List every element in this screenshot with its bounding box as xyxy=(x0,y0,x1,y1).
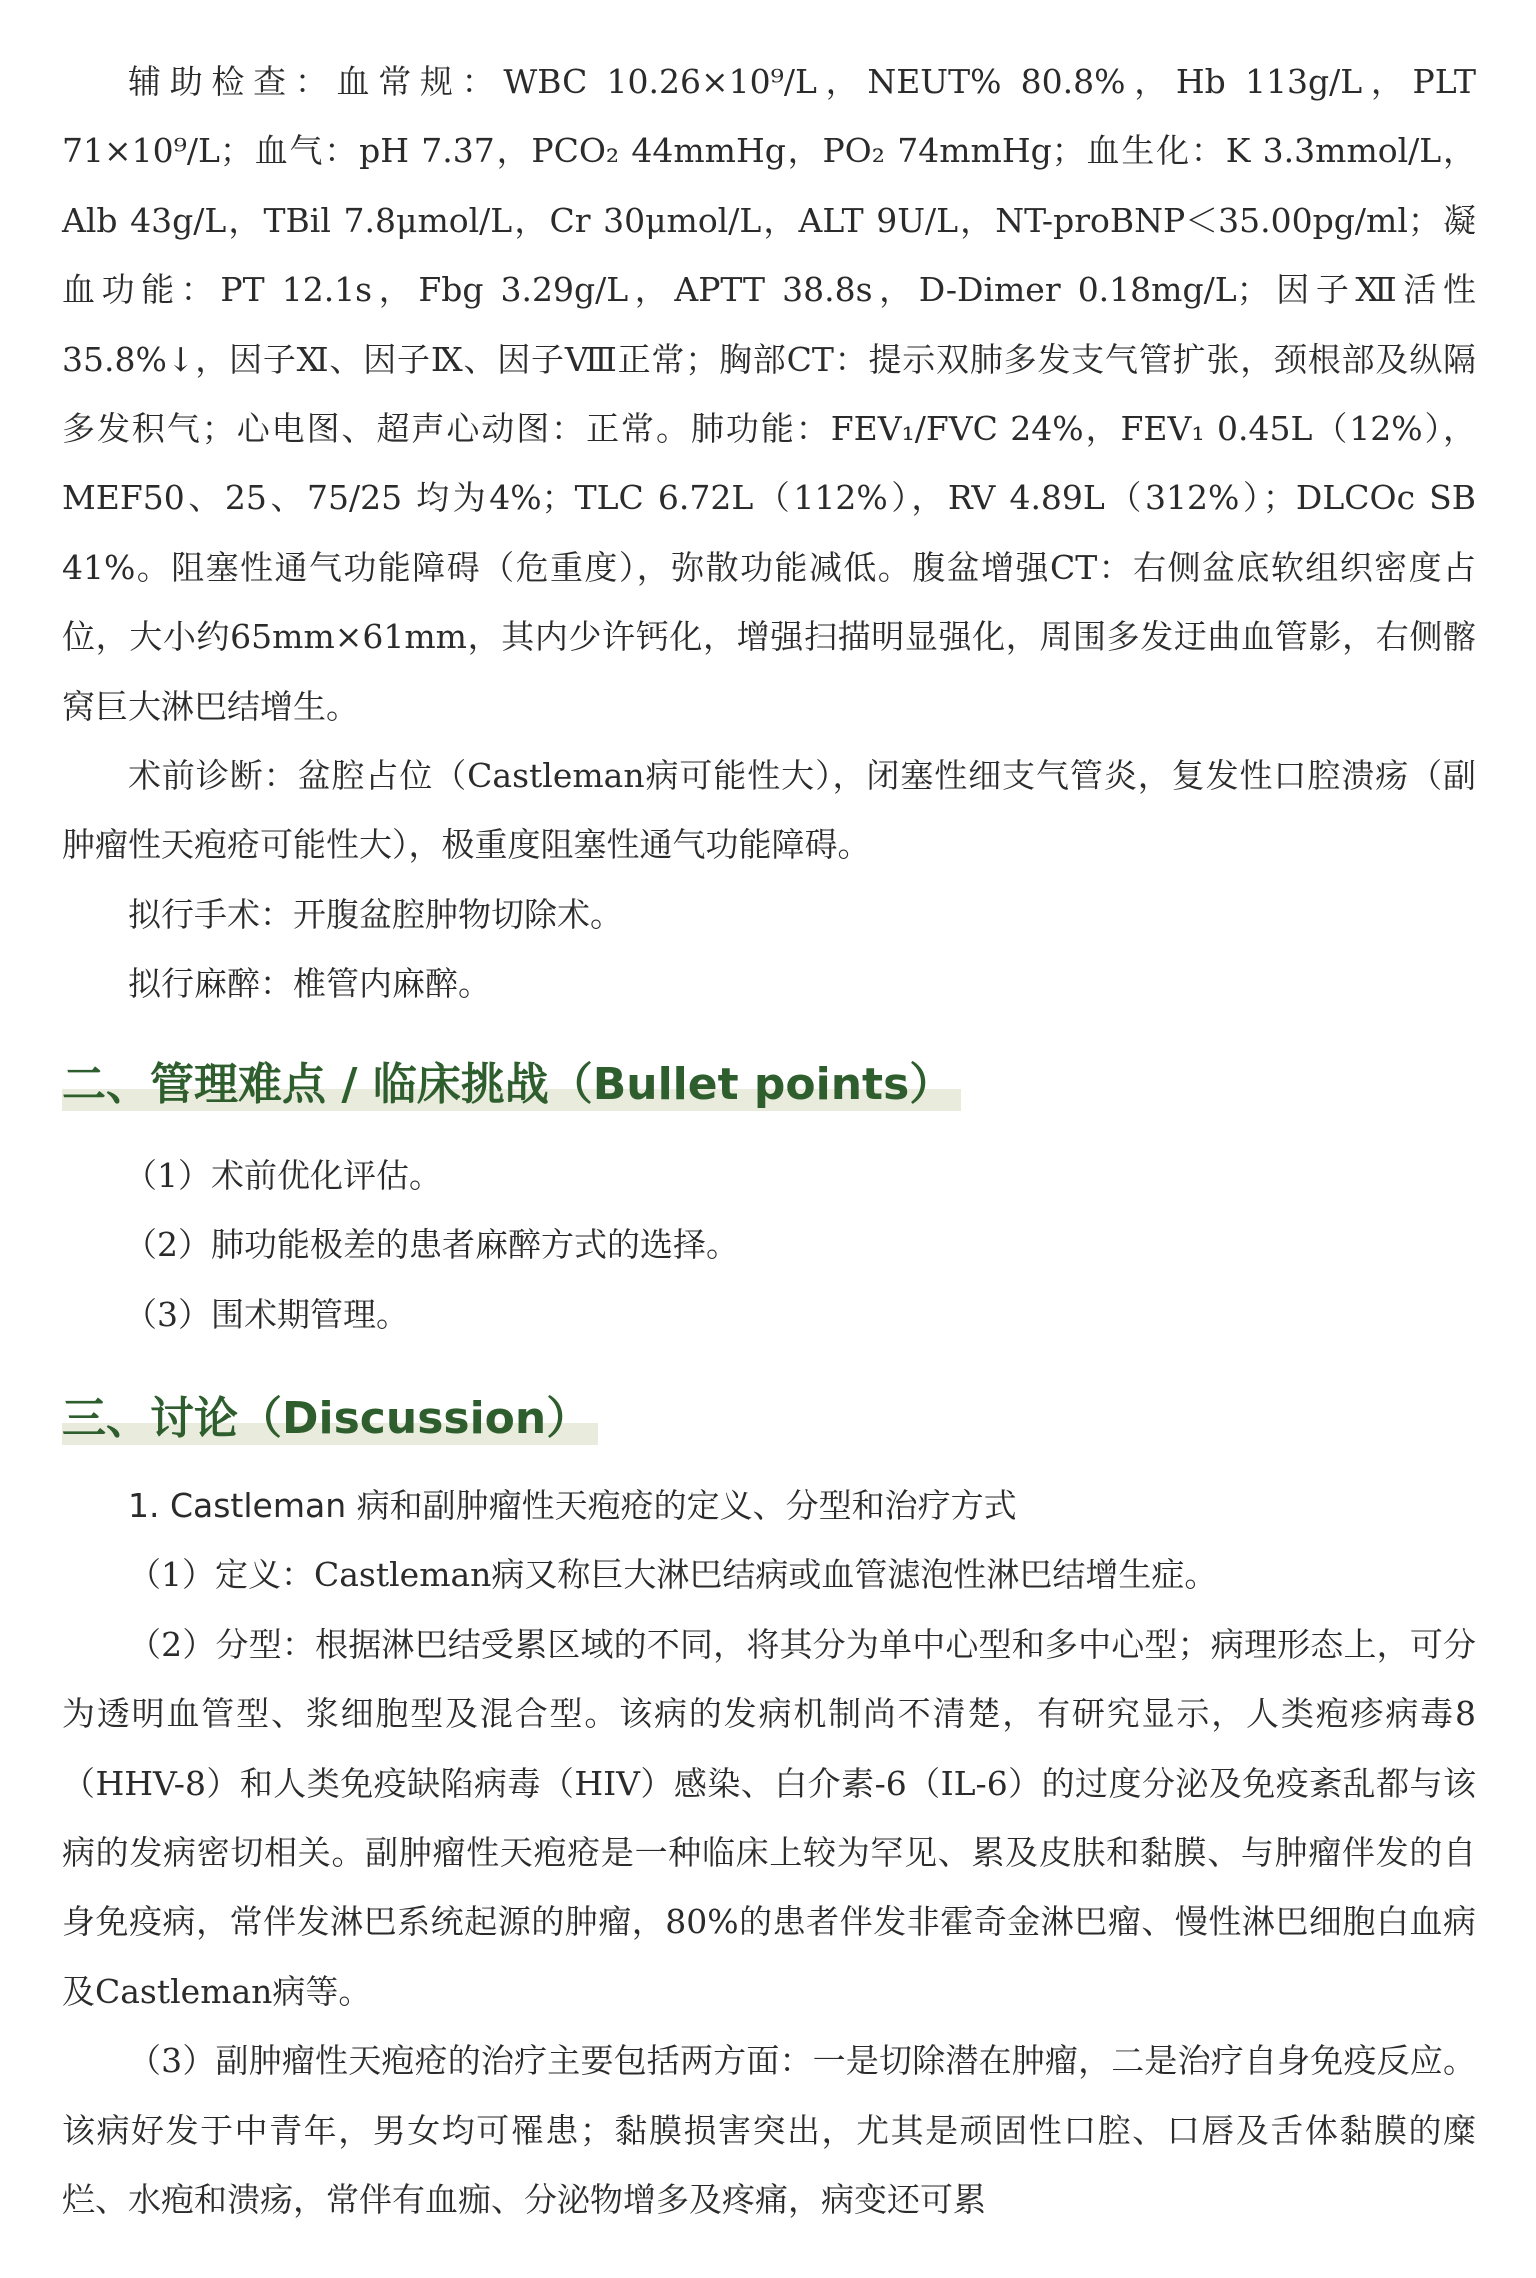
bullet-item-2: （2）肺功能极差的患者麻醉方式的选择。 xyxy=(124,1225,739,1265)
bullet-item-3: （3）围术期管理。 xyxy=(124,1294,409,1334)
aux-exam-paragraph: 辅助检查：血常规：WBC 10.26×10⁹/L，NEUT% 80.8%，Hb 113g/L，PLT 71×10⁹/L；血气：pH 7.37，PCO₂ 44mmHg，PO₂ 74mmHg；血生化：K 3.3mmol/L，Alb 43g/L，TBil 7.8μmol/L，Cr 30μmol/L，ALT 9U/L，NT-proBNP＜35.00pg/ml；凝血功能：PT 12.1s，Fbg 3.29g/L，APTT 38.8s，D-Dimer 0.18mg/L；因子Ⅻ活性 35.8%↓，因子Ⅺ、因子Ⅸ、因子Ⅷ正常；胸部CT：提示双肺多发支气管扩张，颈根部及纵隔多发积气；心电图、超声心动图：正常。肺功能：FEV₁/FVC 24%，FEV₁ 0.45L（12%），MEF50、25、75/25 均为4%；TLC 6.72L（112%），RV 4.89L（312%）；DLCOc SB 41%。阻塞性通气功能障碍（危重度），弥散功能减低。腹盆增强CT：右侧盆底软组织密度占位，大小约65mm×61mm，其内少许钙化，增强扫描明显强化，周围多发迂曲血管影，右侧髂窝巨大淋巴结增生。 xyxy=(62,62,1476,726)
section-2-title: 二、管理难点 / 临床挑战（Bullet points） xyxy=(62,1058,954,1110)
classification-paragraph: （2）分型：根据淋巴结受累区域的不同，将其分为单中心型和多中心型；病理形态上，可分为透明血管型、浆细胞型及混合型。该病的发病机制尚不清楚，有研究显示，人类疱疹病毒8（HHV-8）和人类免疫缺陷病毒（HIV）感染、白介素-6（IL-6）的过度分泌及免疫紊乱都与该病的发病密切相关。副肿瘤性天疱疮是一种临床上较为罕见、累及皮肤和黏膜、与肿瘤伴发的自身免疫病，常伴发淋巴系统起源的肿瘤，80%的患者伴发非霍奇金淋巴瘤、慢性淋巴细胞白血病及Castleman病等。 xyxy=(62,1624,1476,2011)
section-2-heading xyxy=(62,1055,961,1115)
bullet-item-1: （1）术前优化评估。 xyxy=(124,1155,442,1195)
preop-diagnosis-paragraph: 术前诊断：盆腔占位（Castleman病可能性大），闭塞性细支气管炎，复发性口腔溃疡（副肿瘤性天疱疮可能性大），极重度阻塞性通气功能障碍。 xyxy=(62,756,1476,865)
planned-anesthesia-paragraph: 拟行麻醉：椎管内麻醉。 xyxy=(128,964,491,1004)
definition-paragraph: （1）定义：Castleman病又称巨大淋巴结病或血管滤泡性淋巴结增生症。 xyxy=(128,1555,1218,1595)
treatment-paragraph: （3）副肿瘤性天疱疮的治疗主要包括两方面：一是切除潜在肿瘤，二是治疗自身免疫反应。该病好发于中青年，男女均可罹患；黏膜损害突出，尤其是顽固性口腔、口唇及舌体黏膜的糜烂、水疱和溃疡，常伴有血痂、分泌物增多及疼痛，病变还可累 xyxy=(62,2041,1476,2219)
planned-surgery-paragraph: 拟行手术：开腹盆腔肿物切除术。 xyxy=(128,894,623,934)
discussion-subtitle: 1. Castleman 病和副肿瘤性天疱疮的定义、分型和治疗方式 xyxy=(128,1485,1017,1525)
section-3-heading xyxy=(62,1389,598,1449)
section-3-title: 三、讨论（Discussion） xyxy=(62,1392,591,1444)
